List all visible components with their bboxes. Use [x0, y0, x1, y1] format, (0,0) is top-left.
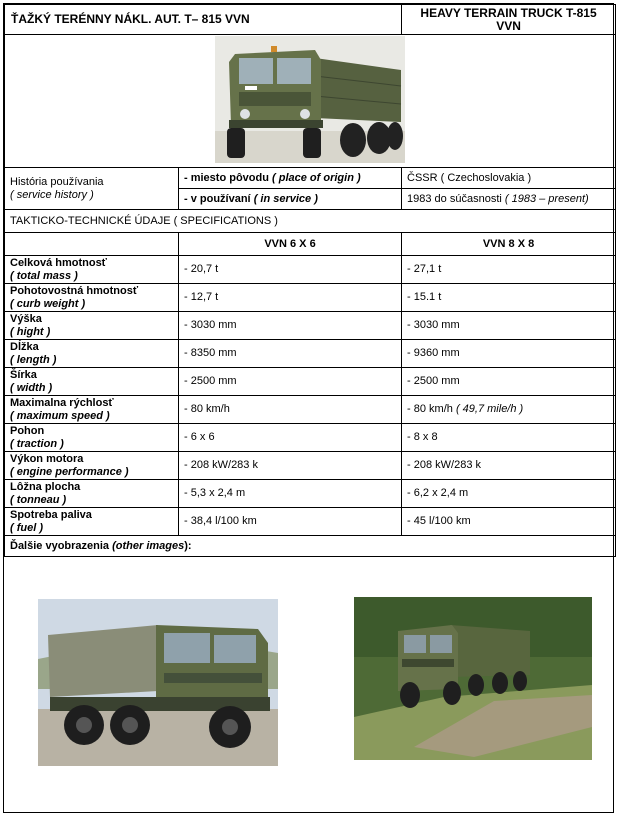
spec-row [5, 312, 616, 340]
spec-value-b: - 208 kW/283 k [407, 459, 482, 471]
spec-label-en: ( total mass ) [10, 269, 78, 282]
spec-value-b-en: ( 49,7 mile/h ) [455, 403, 524, 415]
spec-label: Pohon [10, 424, 45, 437]
origin-key: - miesto pôvodu [184, 171, 269, 184]
spec-value-8x8 [402, 312, 616, 340]
spec-value-6x6 [179, 284, 402, 312]
spec-row [5, 396, 616, 424]
spec-value-b: - 3030 mm [407, 319, 460, 331]
service-key-en: ( in service ) [253, 192, 318, 205]
spec-label-en: ( length ) [10, 353, 57, 366]
spec-row [5, 452, 616, 480]
spec-value-8x8 [402, 256, 616, 284]
spec-label: Výkon motora [10, 452, 84, 465]
spec-value-a: - 3030 mm [184, 319, 237, 331]
spec-row [5, 480, 616, 508]
specs-heading: TAKTICKO-TECHNICKÉ ÚDAJE ( SPECIFICATIONS ) [5, 210, 616, 233]
spec-value-6x6 [179, 480, 402, 508]
spec-label: Pohotovostná hmotnosť [10, 284, 139, 297]
spec-value-6x6 [179, 396, 402, 424]
spec-label-cell [5, 312, 179, 340]
service-key: - v používaní [184, 192, 251, 205]
other-images-suffix: ): [184, 539, 192, 552]
spec-label-en: ( traction ) [10, 437, 64, 450]
service-value-en: ( 1983 – present) [504, 192, 589, 205]
spec-label-en: ( fuel ) [10, 521, 43, 534]
spec-row [5, 256, 616, 284]
spec-label-cell [5, 396, 179, 424]
spec-label: Lôžna plocha [10, 480, 81, 493]
spec-value-8x8 [402, 284, 616, 312]
spec-value-6x6 [179, 424, 402, 452]
spec-label-cell [5, 284, 179, 312]
spec-label-cell [5, 368, 179, 396]
spec-label-cell [5, 480, 179, 508]
spec-value-a: - 12,7 t [184, 291, 219, 303]
spec-label-cell [5, 424, 179, 452]
spec-value-b: - 80 km/h [407, 403, 453, 415]
spec-value-a: - 208 kW/283 k [184, 459, 258, 471]
spec-label-cell [5, 256, 179, 284]
other-images-label-en: (other images [112, 539, 185, 552]
spec-value-8x8 [402, 368, 616, 396]
spec-value-b: - 27,1 t [407, 263, 442, 275]
spec-value-b: - 9360 mm [407, 347, 460, 359]
gallery [4, 557, 613, 812]
main-photo-row [5, 35, 616, 168]
spec-value-6x6 [179, 312, 402, 340]
spec-row [5, 368, 616, 396]
spec-value-6x6 [179, 256, 402, 284]
history-row-origin [5, 168, 616, 189]
spec-value-b: - 2500 mm [407, 375, 460, 387]
spec-label-en: ( curb weight ) [10, 297, 86, 310]
spec-value-8x8 [402, 452, 616, 480]
title-row [5, 5, 616, 35]
spec-value-b: - 15.1 t [407, 291, 442, 303]
spec-value-6x6 [179, 452, 402, 480]
title-slovak: ŤAŽKÝ TERÉNNY NÁKL. AUT. T– 815 VVN [5, 5, 402, 35]
spec-value-8x8 [402, 480, 616, 508]
specs-heading-row [5, 210, 616, 233]
spec-value-a: - 2500 mm [184, 375, 237, 387]
spec-label: Výška [10, 312, 42, 325]
spec-value-a: - 5,3 x 2,4 m [184, 487, 246, 499]
spec-value-a: - 38,4 l/100 km [184, 515, 257, 527]
spec-value-a: - 20,7 t [184, 263, 219, 275]
spec-label: Celková hmotnosť [10, 256, 107, 269]
spec-value-8x8 [402, 340, 616, 368]
spec-value-8x8 [402, 424, 616, 452]
spec-row [5, 284, 616, 312]
spec-value-b: - 6,2 x 2,4 m [407, 487, 469, 499]
spec-row [5, 424, 616, 452]
datasheet [3, 3, 614, 813]
title-english: HEAVY TERRAIN TRUCK T-815 VVN [402, 5, 616, 35]
spec-label-cell [5, 508, 179, 536]
datasheet-table [4, 4, 616, 557]
spec-label-cell [5, 340, 179, 368]
other-images-row [5, 536, 616, 557]
service-value: 1983 do súčasnosti [407, 192, 502, 205]
spec-value-b: - 8 x 8 [407, 431, 438, 443]
main-photo-cell [5, 35, 616, 168]
gallery-photo-8x8 [354, 597, 592, 760]
gallery-photo-6x6 [38, 599, 278, 766]
spec-label: Šírka [10, 368, 37, 381]
column-8x8: VVN 8 X 8 [402, 233, 616, 256]
spec-label-en: ( maximum speed ) [10, 409, 110, 422]
spec-value-6x6 [179, 340, 402, 368]
spec-label-en: ( width ) [10, 381, 53, 394]
specs-body [5, 256, 616, 536]
spec-row [5, 508, 616, 536]
specs-columns-row [5, 233, 616, 256]
spec-label: Spotreba paliva [10, 508, 92, 521]
origin-value: ČSSR ( Czechoslovakia ) [407, 171, 532, 184]
origin-value-cell [402, 168, 616, 189]
spec-value-a: - 6 x 6 [184, 431, 215, 443]
spec-label: Maximalna rýchlosť [10, 396, 114, 409]
history-label-cell [5, 168, 179, 210]
service-key-cell [179, 189, 402, 210]
spec-row [5, 340, 616, 368]
spec-label-en: ( hight ) [10, 325, 51, 338]
origin-key-en: ( place of origin ) [272, 171, 361, 184]
column-6x6: VVN 6 X 6 [179, 233, 402, 256]
spec-value-a: - 8350 mm [184, 347, 237, 359]
main-truck-photo [215, 36, 405, 163]
spec-value-a: - 80 km/h [184, 403, 230, 415]
spec-value-8x8 [402, 396, 616, 424]
spec-value-b: - 45 l/100 km [407, 515, 471, 527]
spec-value-6x6 [179, 508, 402, 536]
history-label-en: ( service history ) [10, 188, 94, 201]
service-value-cell [402, 189, 616, 210]
spec-label-en: ( engine performance ) [10, 465, 129, 478]
history-label: História používania [10, 175, 104, 188]
other-images-label-cell [5, 536, 616, 557]
spec-label: Dĺžka [10, 340, 39, 353]
spec-label-en: ( tonneau ) [10, 493, 67, 506]
origin-key-cell [179, 168, 402, 189]
spec-label-cell [5, 452, 179, 480]
specs-corner [5, 233, 179, 256]
spec-value-6x6 [179, 368, 402, 396]
spec-value-8x8 [402, 508, 616, 536]
other-images-label: Ďalšie vyobrazenia [10, 539, 110, 552]
